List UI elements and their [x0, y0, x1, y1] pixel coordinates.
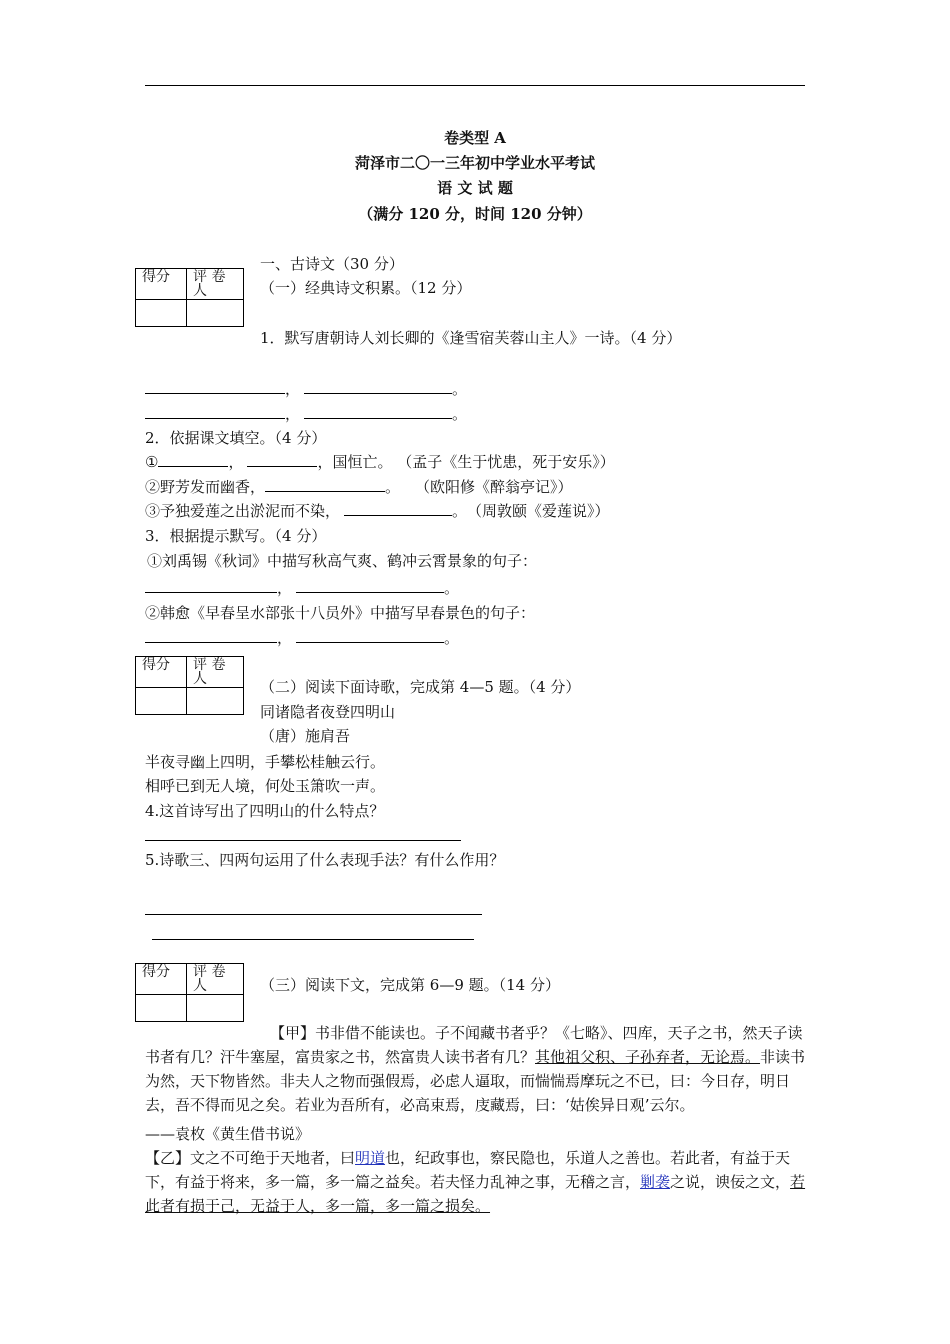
link-jiaoxi[interactable]: 剿袭	[640, 1173, 671, 1191]
blank[interactable]	[304, 403, 452, 419]
passage-jia	[145, 1021, 810, 1117]
item-text: ②野芳发而幽香，	[145, 478, 266, 496]
item-text: 。 （周敦颐《爱莲说》）	[452, 502, 610, 520]
score-cell[interactable]	[136, 300, 187, 327]
blank[interactable]	[296, 627, 444, 643]
blank[interactable]	[344, 500, 452, 516]
question-2: 2．依据课文填空。（4 分）	[145, 429, 327, 447]
exam-meta: （满分 120 分，时间 120 分钟）	[358, 205, 592, 223]
item-text: ③予独爱莲之出淤泥而不染，	[145, 502, 341, 520]
top-rule	[145, 85, 805, 86]
passage-yi-underlined: 若此者有损于己，无益于人，多一篇，多一篇之损矣。	[145, 1173, 806, 1215]
blank[interactable]	[296, 577, 444, 593]
question-2-item-2	[145, 476, 573, 497]
blank[interactable]	[145, 378, 285, 394]
answer-line-q3-1: ， 。	[145, 577, 459, 598]
question-4: 4.这首诗写出了四明山的什么特点？	[145, 802, 385, 820]
passage-yi-text: 【乙】文之不可绝于天地者，曰	[145, 1149, 356, 1167]
question-3-item-2: ②韩愈《早春呈水部张十八员外》中描写早春景色的句子：	[145, 604, 536, 622]
grader-cell[interactable]	[187, 995, 244, 1022]
blank[interactable]	[145, 403, 285, 419]
passage-jia-underlined: 其他祖父积、子孙弃者，无论焉。	[535, 1048, 761, 1066]
grader-label: 评 卷人	[187, 964, 244, 995]
score-box-2	[135, 656, 244, 715]
item-text: ，国恒亡。 （孟子《生于忧患，死于安乐》）	[317, 453, 615, 471]
score-cell[interactable]	[136, 688, 187, 715]
blank[interactable]	[265, 476, 385, 492]
score-label: 得分	[136, 964, 187, 995]
exam-title: 菏泽市二〇一三年初中学业水平考试	[354, 154, 595, 172]
blank[interactable]	[158, 451, 228, 467]
part1-title: （一）经典诗文积累。（12 分）	[260, 279, 472, 297]
grader-cell[interactable]	[187, 688, 244, 715]
passage-yi-text-3: 之说，谀佞之文，	[670, 1173, 791, 1191]
poem-title: 同诸隐者夜登四明山	[260, 703, 396, 721]
score-box-1	[135, 268, 244, 327]
item-number: ①	[145, 453, 159, 471]
question-5: 5.诗歌三、四两句运用了什么表现手法？有什么作用？	[145, 851, 505, 869]
passage-jia-text: 【甲】书非借不能读也。子不闻藏书者乎？《七略》、四库，天子之书，然天子读书者有几？汗牛塞屋，富贵家之书，然富贵人读书者有几？	[145, 1024, 803, 1066]
passage-jia-source: ——袁枚《黄生借书说》	[145, 1125, 311, 1143]
paper-type: 卷类型 A	[444, 129, 506, 147]
poem-author: （唐）施肩吾	[260, 727, 351, 745]
passage-yi-text-2: 也，纪政事也，察民隐也，乐道人之善也。若此者，有益于天下，有益于将来，多一篇，多一篇之益矣。若夫怪力乱神之事，无稽之言，	[145, 1149, 791, 1191]
score-cell[interactable]	[136, 995, 187, 1022]
link-mingdao[interactable]: 明道	[355, 1149, 386, 1167]
answer-line-q5-1[interactable]	[145, 914, 482, 915]
part2-title: （二）阅读下面诗歌，完成第 4—5 题。（4 分）	[260, 678, 581, 696]
blank[interactable]	[145, 627, 277, 643]
answer-line-q4[interactable]	[145, 840, 461, 841]
question-2-item-3	[145, 500, 610, 521]
question-3-item-1: ①刘禹锡《秋词》中描写秋高气爽、鹤冲云霄景象的句子：	[147, 552, 538, 570]
grader-cell[interactable]	[187, 300, 244, 327]
score-label: 得分	[136, 269, 187, 300]
part3-title: （三）阅读下文，完成第 6—9 题。（14 分）	[260, 976, 560, 994]
score-box-3	[135, 963, 244, 1022]
poem-line-1: 半夜寻幽上四明，手攀松桂触云行。	[145, 753, 386, 771]
poem-line-2: 相呼已到无人境，何处玉箫吹一声。	[145, 777, 386, 795]
score-label: 得分	[136, 657, 187, 688]
item-text: 。 （欧阳修《醉翁亭记》）	[385, 478, 573, 496]
passage-jia-text-2: 非读书为然，天下物皆然。非夫人之物而强假焉，必虑人逼取，而惴惴焉摩玩之不已，曰：今日存，明日去，吾不得而见之矣。若业为吾所有，必高束焉，庋藏焉，曰：‘姑俟异日观’云尔。	[145, 1048, 806, 1114]
answer-line-q5-2[interactable]	[152, 939, 474, 940]
question-1: 1．默写唐朝诗人刘长卿的《逢雪宿芙蓉山主人》一诗。（4 分）	[260, 329, 682, 347]
answer-line-q1-row1: ， 。	[145, 378, 467, 399]
blank[interactable]	[304, 378, 452, 394]
section1-title: 一、古诗文（30 分）	[260, 255, 404, 273]
question-2-item-1: ① ， ，国恒亡。 （孟子《生于忧患，死于安乐》）	[145, 453, 615, 471]
grader-label: 评 卷人	[187, 269, 244, 300]
answer-line-q1-row2: ， 。	[145, 403, 467, 424]
blank[interactable]	[247, 451, 317, 467]
blank[interactable]	[145, 577, 277, 593]
passage-yi	[145, 1146, 810, 1218]
grader-label: 评 卷人	[187, 657, 244, 688]
subject-title: 语 文 试 题	[437, 179, 513, 197]
question-3: 3．根据提示默写。（4 分）	[145, 527, 327, 545]
answer-line-q3-2: ， 。	[145, 627, 459, 648]
